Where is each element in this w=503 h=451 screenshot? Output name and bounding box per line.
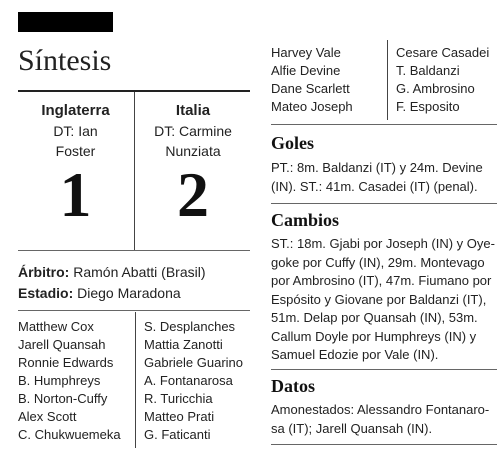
list-item: C. Chukwuemeka bbox=[18, 427, 121, 442]
away-lineup-continued bbox=[396, 44, 489, 116]
goals-line: (IN). ST.: 41m. Casadei (IT) (penal). bbox=[271, 178, 478, 194]
list-item: S. Desplanches bbox=[144, 319, 236, 334]
list-item: R. Turicchia bbox=[144, 391, 213, 406]
home-team-block bbox=[18, 102, 133, 230]
referee-label: Árbitro: bbox=[18, 264, 70, 280]
divider-changes bbox=[271, 203, 497, 204]
away-lineup bbox=[144, 318, 243, 444]
stadium-label: Estadio: bbox=[18, 285, 74, 301]
home-lineup-continued bbox=[271, 44, 353, 116]
changes-text bbox=[271, 235, 499, 365]
score-divider bbox=[134, 92, 135, 250]
home-score: 1 bbox=[59, 159, 92, 230]
data-line: Amonestados: Alessandro Fontanaro- bbox=[271, 402, 490, 417]
data-title: Datos bbox=[271, 376, 315, 396]
list-item: Mateo Joseph bbox=[271, 99, 353, 114]
list-item: G. Faticanti bbox=[144, 427, 211, 442]
divider-score bbox=[18, 250, 250, 251]
changes-line: 51m. Delap por Quansah (IN), 53m. bbox=[271, 310, 478, 325]
away-coach-line1: DT: Carmine bbox=[154, 123, 232, 139]
list-item: B. Humphreys bbox=[18, 373, 101, 388]
goals-line: PT.: 8m. Baldanzi (IT) y 24m. Devine bbox=[271, 160, 483, 175]
divider-data bbox=[271, 369, 497, 370]
divider-bottom bbox=[271, 444, 497, 445]
section-marker-bar bbox=[18, 12, 113, 32]
list-item: Jarell Quansah bbox=[18, 337, 106, 352]
referee-value: Ramón Abatti (Brasil) bbox=[73, 264, 206, 280]
list-item: Cesare Casadei bbox=[396, 45, 490, 60]
list-item: Matthew Cox bbox=[18, 319, 94, 334]
stadium-line bbox=[18, 283, 181, 304]
list-item: F. Esposito bbox=[396, 99, 460, 114]
list-item: Harvey Vale bbox=[271, 45, 341, 60]
home-coach-line1: DT: Ian bbox=[53, 123, 98, 139]
changes-title: Cambios bbox=[271, 210, 340, 230]
away-coach-line2: Nunziata bbox=[165, 143, 221, 159]
changes-line: ST.: 18m. Gjabi por Joseph (IN) y Oye- bbox=[271, 236, 495, 251]
referee-line bbox=[18, 262, 206, 283]
data-text bbox=[271, 401, 499, 438]
changes-line: Samuel Edozie por Vale (IN). bbox=[271, 347, 439, 362]
list-item: Gabriele Guarino bbox=[144, 355, 243, 370]
list-item: Alfie Devine bbox=[271, 63, 341, 78]
list-item: Matteo Prati bbox=[144, 409, 215, 424]
list-item: G. Ambrosino bbox=[396, 81, 475, 96]
goals-title: Goles bbox=[271, 133, 314, 153]
list-item: T. Baldanzi bbox=[396, 63, 460, 78]
home-coach-line2: Foster bbox=[55, 143, 96, 159]
goals-text bbox=[271, 159, 499, 196]
home-lineup bbox=[18, 318, 121, 444]
away-score: 2 bbox=[177, 159, 209, 230]
divider-lineups bbox=[18, 310, 250, 311]
away-team-block bbox=[136, 102, 250, 230]
changes-line: Callum Doyle por Humphreys (IN) y bbox=[271, 328, 477, 344]
list-item: A. Fontanarosa bbox=[144, 373, 233, 388]
changes-line: goke por Cuffy (IN), 29m. Montevago bbox=[271, 254, 485, 270]
lineup-divider bbox=[135, 312, 136, 448]
list-item: Dane Scarlett bbox=[271, 81, 350, 96]
away-team-name: Italia bbox=[175, 102, 211, 119]
lineup-cont-divider bbox=[387, 40, 388, 120]
stadium-value: Diego Maradona bbox=[77, 285, 181, 301]
list-item: B. Norton-Cuffy bbox=[18, 391, 108, 406]
divider-goals bbox=[271, 124, 497, 125]
home-team-name: Inglaterra bbox=[41, 102, 110, 119]
changes-line: por Ambrosino (IT), 47m. Fiumano por bbox=[271, 273, 492, 288]
data-line: sa (IT); Jarell Quansah (IN). bbox=[271, 420, 433, 436]
page-title: Síntesis bbox=[18, 44, 112, 77]
list-item: Ronnie Edwards bbox=[18, 355, 114, 370]
list-item: Mattia Zanotti bbox=[144, 337, 223, 352]
changes-line: Espósito y Giovane por Baldanzi (IT), bbox=[271, 291, 487, 307]
list-item: Alex Scott bbox=[18, 409, 77, 424]
